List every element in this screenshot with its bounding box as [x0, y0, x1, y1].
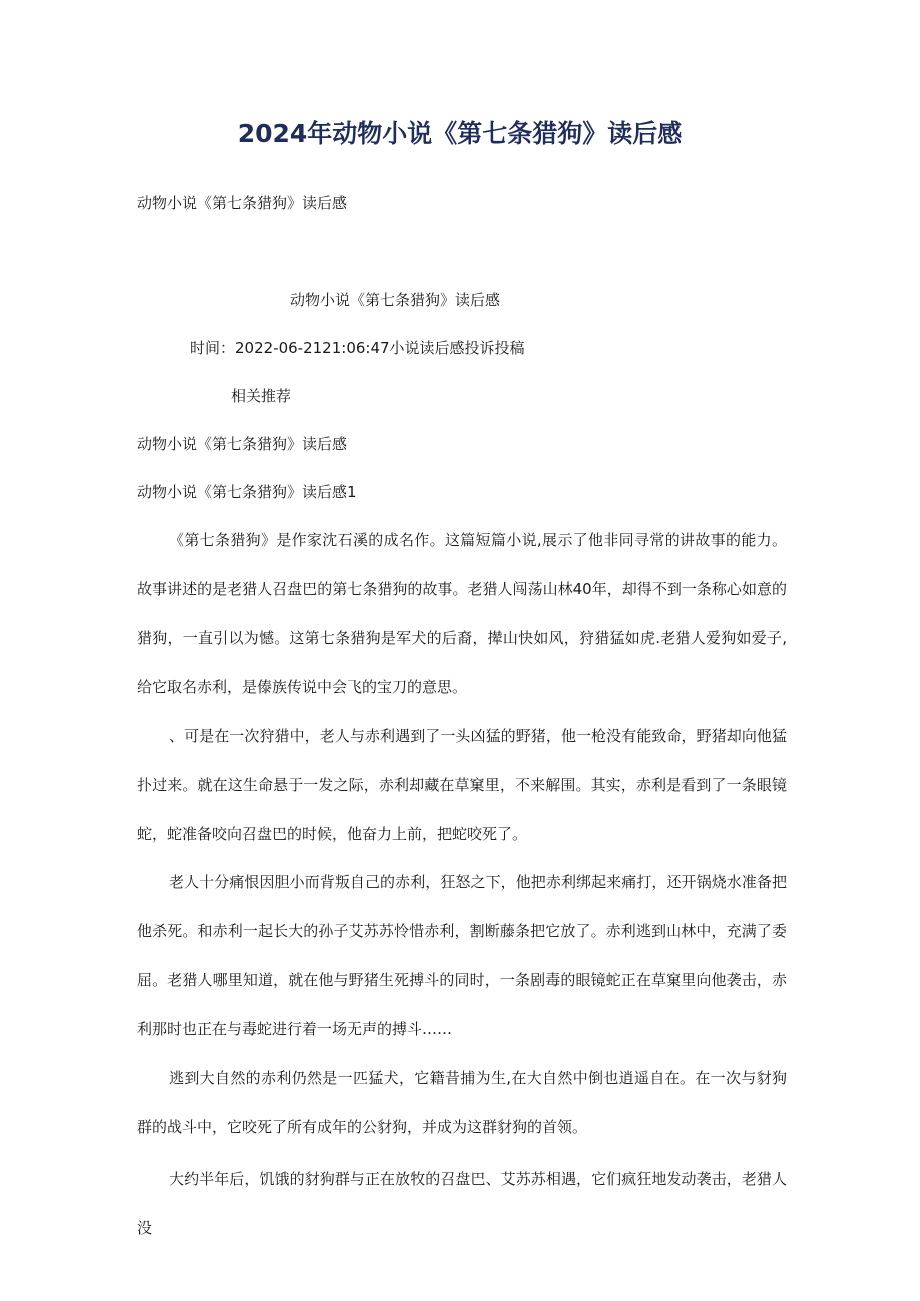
paragraph-1: 《第七条猎狗》是作家沈石溪的成名作。这篇短篇小说,展示了他非同寻常的讲故事的能力。故事讲述的是老猎人召盘巴的第七条猎狗的故事。老猎人闯荡山林40年，却得不到一条称心如意的猎狗，一直引以为憾。这第七条猎狗是军犬的后裔，撵山快如风，狩猎猛如虎.老猎人爱狗如爱子,给它取名赤利，是傣族传说中会飞的宝刀的意思。 — [137, 531, 787, 696]
paragraph-5: 大约半年后，饥饿的豺狗群与正在放牧的召盘巴、艾苏苏相遇，它们疯狂地发动袭击，老猎人没 — [137, 1170, 787, 1237]
paragraph-2: 、可是在一次狩猎中，老人与赤利遇到了一头凶猛的野猪，他一枪没有能致命，野猪却向他猛扑过来。就在这生命悬于一发之际，赤利却藏在草窠里，不来解围。其实，赤利是看到了一条眼镜蛇，蛇准备咬向召盘巴的时候，他奋力上前，把蛇咬死了。 — [137, 727, 787, 843]
paragraph-3: 老人十分痛恨因胆小而背叛自己的赤利，狂怒之下，他把赤利绑起来痛打，还开锅烧水准备把他杀死。和赤利一起长大的孙子艾苏苏怜惜赤利，割断藤条把它放了。赤利逃到山林中，充满了委屈。老猎人哪里知道，就在他与野猪生死搏斗的同时，一条剧毒的眼镜蛇正在草窠里向他袭击，赤利那时也正在与毒蛇进行着一场无声的搏斗…… — [137, 873, 787, 1038]
paragraph-4: 逃到大自然的赤利仍然是一匹猛犬，它籍昔捕为生,在大自然中倒也逍遥自在。在一次与豺狗群的战斗中，它咬死了所有成年的公豺狗，并成为这群豺狗的首领。 — [137, 1069, 787, 1136]
related-link-2[interactable]: 动物小说《第七条猎狗》读后感1 — [137, 483, 357, 501]
meta-line: 时间：2022-06-2121:06:47小说读后感投诉投稿 — [190, 339, 525, 357]
related-heading: 相关推荐 — [231, 387, 292, 405]
subtitle: 动物小说《第七条猎狗》读后感 — [137, 194, 348, 212]
center-heading: 动物小说《第七条猎狗》读后感 — [290, 291, 501, 309]
related-link-1[interactable]: 动物小说《第七条猎狗》读后感 — [137, 435, 348, 453]
document-title: 2024年动物小说《第七条猎狗》读后感 — [237, 119, 683, 148]
